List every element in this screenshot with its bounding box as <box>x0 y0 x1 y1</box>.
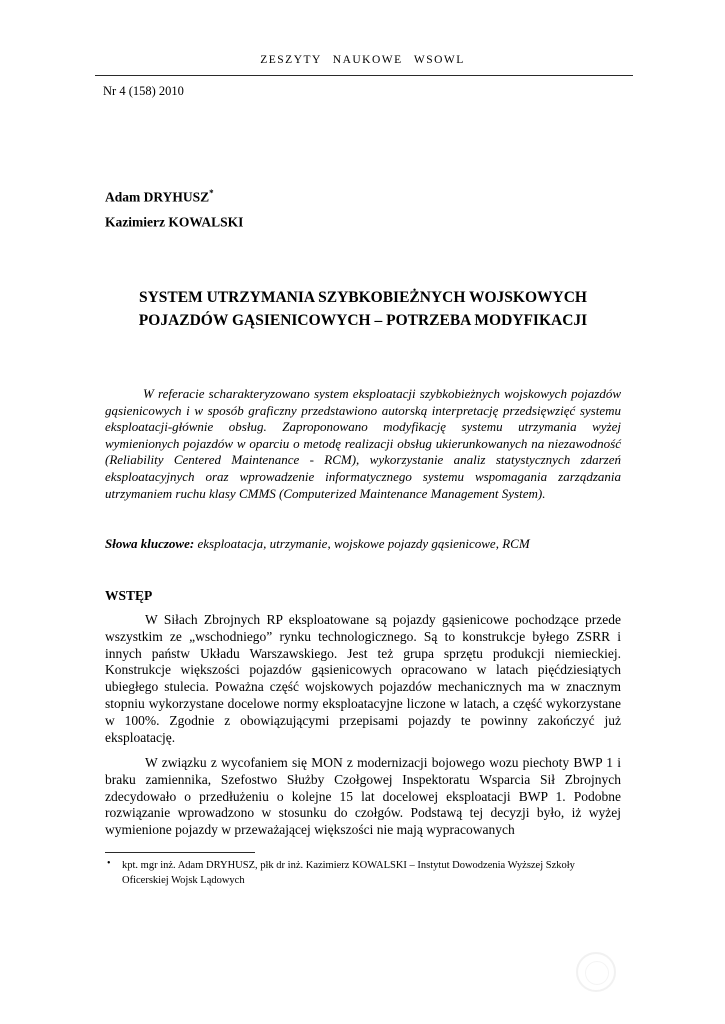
article-title <box>105 286 621 332</box>
keywords-line <box>105 536 621 553</box>
section-heading-wstep: WSTĘP <box>105 588 153 603</box>
author-name: Adam DRYHUSZ <box>105 189 210 205</box>
abstract-paragraph: W referacie scharakteryzowano system eksploatacji szybkobieżnych wojskowych pojazdów gąsienicowych i w sposób graficzny przedstawiono autorską interpretację przedsięwzięć systemu eksploatacji-głównie obsług. Zaproponowano modyfikację systemu utrzymania wyżej wymienionych pojazdów w oparciu o metodę realizacji obsług ukierunkowanych na niezawodność (Reliability Centered Maintenance - RCM), wykorzystanie analiz statystycznych zdarzeń eksploatacyjnych oraz wprowadzenie informatycznego systemu wspomagania zarządzania utrzymaniem ruchu klasy CMMS (Computerized Maintenance Management System). <box>105 386 621 501</box>
keywords-label: Słowa kluczowe: <box>105 536 195 551</box>
footnote-divider <box>105 852 255 853</box>
footnote-block <box>105 859 620 888</box>
body-paragraph-2: W związku z wycofaniem się MON z modernizacji bojowego wozu piechoty BWP 1 i braku zamiennika, Szefostwo Służby Czołgowej Inspektoratu Wsparcia Sił Zbrojnych zdecydowało o przedłużeniu o kolejne 15 lat docelowej eksploatacji BWP 1. Podobne rozwiązanie wprowadzono w stosunku do czołgów. Podstawą tej decyzji było, iż wyżej wymienione pojazdy w przeważającej większości nie mają wypracowanych <box>105 755 621 838</box>
author-name: Kazimierz KOWALSKI <box>105 214 244 229</box>
issue-number: Nr 4 (158) 2010 <box>103 84 184 98</box>
article-title-line-2: POJAZDÓW GĄSIENICOWYCH – POTRZEBA MODYFIKACJI <box>138 312 588 329</box>
author-line <box>105 208 243 233</box>
author-footnote-mark: * <box>209 188 214 198</box>
article-title-line-1: SYSTEM UTRZYMANIA SZYBKOBIEŻNYCH WOJSKOWYCH <box>138 289 587 306</box>
keywords-values: eksploatacja, utrzymanie, wojskowe pojazdy gąsienicowe, RCM <box>194 536 530 551</box>
authors-block <box>105 183 243 232</box>
body-paragraph-1: W Siłach Zbrojnych RP eksploatowane są pojazdy gąsienicowe pochodzące przede wszystkim ze „wschodniego” rynku technologicznego. Są to konstrukcje byłego ZSRR i innych państw Układu Warszawskiego. Jest też grupa sprzętu produkcji niemieckiej. Konstrukcje większości pojazdów gąsienicowych opracowano w latach pięćdziesiątych ubiegłego stulecia. Poważna część wojskowych pojazdów mechanicznych ma w znacznym stopniu wykorzystane docelowe normy eksploatacyjne liczone w latach, a część wykorzystane w 100%. Zgodnie z obowiązującymi przepisami pojazdy te powinny zakończyć już eksploatację. <box>105 612 621 745</box>
header-divider <box>95 75 633 76</box>
footnote-mark: • <box>107 858 111 869</box>
embossed-stamp-watermark <box>576 952 616 992</box>
footnote-text: kpt. mgr inż. Adam DRYHUSZ, płk dr inż. Kazimierz KOWALSKI – Instytut Dowodzenia Wyższej Szkoły Oficerskiej Wojsk Lądowych <box>122 860 575 886</box>
journal-header: ZESZYTY NAUKOWE WSOWL <box>260 54 465 66</box>
author-line <box>105 183 243 208</box>
